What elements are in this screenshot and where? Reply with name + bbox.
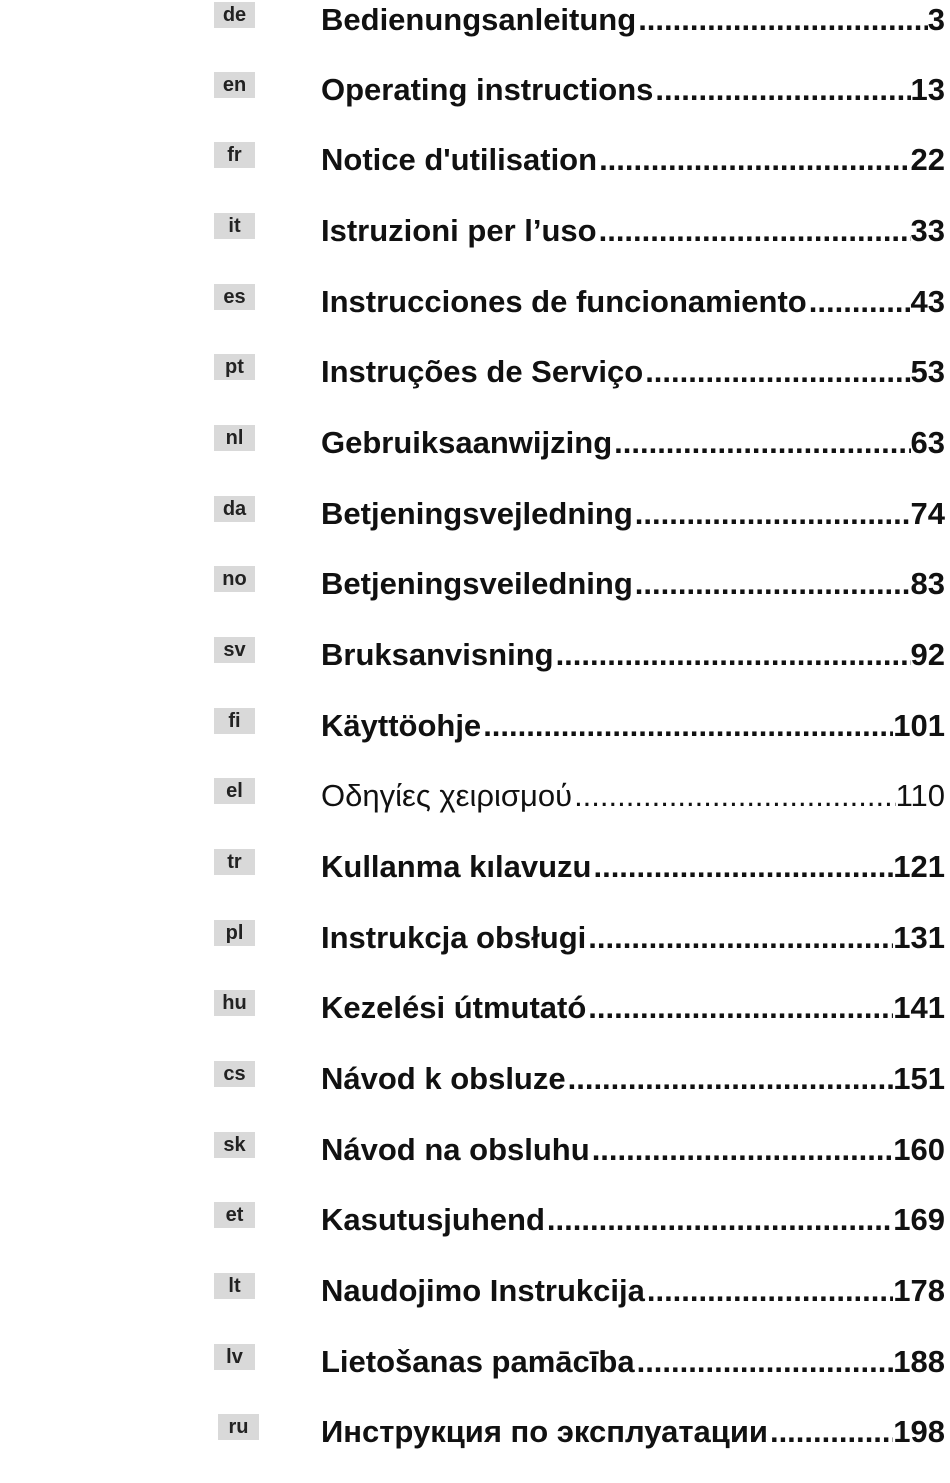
page-number: 178 — [893, 1273, 945, 1308]
toc-entry[interactable] — [0, 564, 950, 604]
toc-entry[interactable] — [0, 70, 950, 110]
dot-leader — [586, 918, 893, 958]
toc-entry-line — [321, 211, 945, 251]
dot-leader — [586, 988, 893, 1028]
page-number: 74 — [910, 496, 945, 531]
manual-title: Operating instructions — [321, 72, 654, 107]
toc-entry[interactable] — [0, 352, 950, 392]
toc-entry-line — [321, 1130, 945, 1170]
dot-leader — [636, 0, 928, 40]
language-code-badge: tr — [214, 849, 255, 875]
toc-entry[interactable] — [0, 706, 950, 746]
dot-leader — [635, 1342, 894, 1382]
toc-entry[interactable] — [0, 635, 950, 675]
page-number: 198 — [893, 1414, 945, 1449]
manual-title: Betjeningsvejledning — [321, 496, 633, 531]
page-number: 92 — [910, 637, 945, 672]
manual-title: Naudojimo Instrukcija — [321, 1273, 645, 1308]
dot-leader — [545, 1200, 893, 1240]
toc-entry[interactable] — [0, 1342, 950, 1382]
toc-entry-line — [321, 847, 945, 887]
dot-leader — [633, 494, 911, 534]
toc-entry-line — [321, 988, 945, 1028]
manual-title: Bedienungsanleitung — [321, 2, 637, 37]
toc-entry-line — [321, 282, 945, 322]
toc-entry-line — [321, 1271, 945, 1311]
page-number: 141 — [893, 990, 945, 1025]
manual-title: Bruksanvisning — [321, 637, 554, 672]
language-code-badge: et — [214, 1202, 255, 1228]
toc-entry-line — [321, 140, 945, 180]
manual-title: Betjeningsveiledning — [321, 566, 633, 601]
toc-entry-line — [321, 1200, 945, 1240]
language-code-badge: fr — [214, 142, 255, 168]
page-number: 151 — [893, 1061, 945, 1096]
toc-entry[interactable] — [0, 1200, 950, 1240]
language-code-badge: no — [214, 566, 255, 592]
language-code-badge: pl — [214, 920, 255, 946]
language-code-badge: cs — [214, 1061, 255, 1087]
page-number: 110 — [895, 778, 945, 813]
toc-entry[interactable] — [0, 1412, 950, 1452]
dot-leader — [572, 776, 896, 816]
page-number: 83 — [910, 566, 945, 601]
toc-entry[interactable] — [0, 988, 950, 1028]
manual-title: Návod k obsluze — [321, 1061, 566, 1096]
toc-entry-line — [321, 564, 945, 604]
dot-leader — [597, 211, 911, 251]
language-code-badge: it — [214, 213, 255, 239]
toc-entry[interactable] — [0, 918, 950, 958]
language-code-badge: sv — [214, 637, 255, 663]
toc-entry-line — [321, 423, 945, 463]
manual-title: Instruções de Serviço — [321, 354, 644, 389]
toc-entry-line — [321, 776, 945, 816]
manual-title: Kezelési útmutató — [321, 990, 587, 1025]
language-code-badge: nl — [214, 425, 255, 451]
toc-entry-line — [321, 0, 945, 40]
language-code-badge: de — [214, 2, 255, 28]
language-code-badge: ru — [218, 1414, 259, 1440]
language-code-badge: lt — [214, 1273, 255, 1299]
manual-title: Instrukcja obsługi — [321, 920, 587, 955]
language-code-badge: el — [214, 778, 255, 804]
dot-leader — [590, 1130, 894, 1170]
manual-title: Instrucciones de funcionamiento — [321, 284, 807, 319]
dot-leader — [643, 352, 910, 392]
toc-entry-line — [321, 70, 945, 110]
dot-leader — [633, 564, 911, 604]
dot-leader — [653, 70, 910, 110]
page-number: 53 — [910, 354, 945, 389]
dot-leader — [612, 423, 910, 463]
toc-entry-line — [321, 635, 945, 675]
manual-title: Οδηγίες χειρισμού — [321, 778, 573, 813]
manual-title: Kullanma kılavuzu — [321, 849, 592, 884]
toc-entry-line — [321, 1412, 945, 1452]
language-code-badge: fi — [214, 708, 255, 734]
manual-title: Návod na obsluhu — [321, 1132, 590, 1167]
toc-entry[interactable] — [0, 211, 950, 251]
toc-entry[interactable] — [0, 494, 950, 534]
page-number: 63 — [910, 425, 945, 460]
manual-title: Kasutusjuhend — [321, 1202, 545, 1237]
dot-leader — [768, 1412, 893, 1452]
language-code-badge: lv — [214, 1344, 255, 1370]
manual-title: Инструкция по эксплуатации — [321, 1414, 768, 1449]
toc-entry[interactable] — [0, 1271, 950, 1311]
toc-entry-line — [321, 494, 945, 534]
dot-leader — [554, 635, 911, 675]
dot-leader — [566, 1059, 894, 1099]
toc-entry-line — [321, 706, 945, 746]
language-code-badge: en — [214, 72, 255, 98]
manual-title: Lietošanas pamācība — [321, 1344, 635, 1379]
page-number: 22 — [910, 142, 945, 177]
manual-title: Notice d'utilisation — [321, 142, 598, 177]
page-number: 121 — [893, 849, 945, 884]
dot-leader — [807, 282, 911, 322]
dot-leader — [597, 140, 910, 180]
page-number: 101 — [893, 708, 945, 743]
page-number: 169 — [893, 1202, 945, 1237]
manual-title: Istruzioni per l’uso — [321, 213, 597, 248]
page-number: 188 — [893, 1344, 945, 1379]
page-number: 43 — [910, 284, 945, 319]
toc-entry[interactable] — [0, 1059, 950, 1099]
toc-entry-line — [321, 352, 945, 392]
toc-entry-line — [321, 918, 945, 958]
language-code-badge: sk — [214, 1132, 255, 1158]
toc-entry[interactable] — [0, 1130, 950, 1170]
toc-entry-line — [321, 1059, 945, 1099]
toc-entry[interactable] — [0, 847, 950, 887]
dot-leader — [645, 1271, 893, 1311]
toc-entry[interactable] — [0, 776, 950, 816]
toc-entry[interactable] — [0, 282, 950, 322]
page-number: 160 — [893, 1132, 945, 1167]
toc-entry[interactable] — [0, 0, 950, 40]
toc-entry[interactable] — [0, 140, 950, 180]
page-number: 3 — [927, 2, 945, 37]
manual-title: Käyttöohje — [321, 708, 482, 743]
dot-leader — [591, 847, 893, 887]
language-code-badge: pt — [214, 354, 255, 380]
manual-title: Gebruiksaanwijzing — [321, 425, 613, 460]
language-code-badge: hu — [214, 990, 255, 1016]
language-code-badge: da — [214, 496, 255, 522]
dot-leader — [481, 706, 893, 746]
page-number: 33 — [910, 213, 945, 248]
page-number: 13 — [910, 72, 945, 107]
language-code-badge: es — [214, 284, 255, 310]
page-number: 131 — [893, 920, 945, 955]
toc-entry[interactable] — [0, 423, 950, 463]
toc-entry-line — [321, 1342, 945, 1382]
